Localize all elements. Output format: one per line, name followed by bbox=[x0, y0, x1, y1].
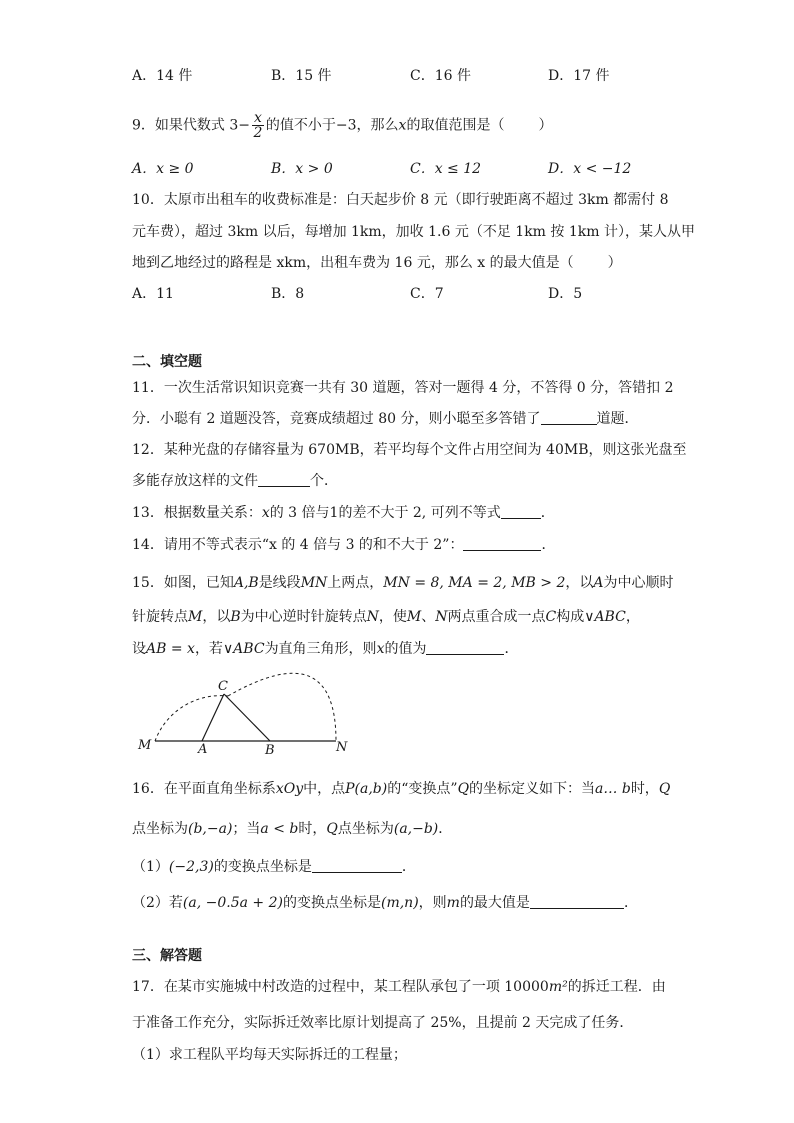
label-b: B bbox=[265, 743, 275, 758]
arc-from-n bbox=[228, 673, 336, 741]
q10-option-a: A．11 bbox=[132, 286, 174, 302]
q12-line-2: 多能存放这样的文件 个． bbox=[132, 473, 338, 489]
q11-answer-blank bbox=[541, 410, 597, 425]
q10-line-3: 地到乙地经过的路程是 xkm，出租车费为 16 元，那么 x 的最大值是（ ） bbox=[132, 255, 622, 271]
label-n: N bbox=[336, 740, 348, 755]
q13-line: 13．根据数量关系：x的 3 倍与1的差不大于 2, 可列不等式 ． bbox=[132, 505, 555, 521]
q17-line-1: 17．在某市实施城中村改造的过程中，某工程队承包了一项 10000m²的拆迁工程．由 bbox=[132, 979, 666, 995]
arc-from-m bbox=[155, 696, 228, 741]
q15-line-1: 15．如图，已知A,B是线段MN上两点，MN = 8, MA = 2, MB > 2，以A为中心顺时 bbox=[132, 575, 674, 591]
q12-line-1: 12．某种光盘的存储容量为 670MB，若平均每个文件占用空间为 40MB，则这张光盘至 bbox=[132, 442, 687, 458]
label-a: A bbox=[198, 742, 208, 757]
q16-sub1-answer-blank bbox=[312, 858, 402, 873]
q9-option-a: A．x ≥ 0 bbox=[132, 161, 194, 177]
q9-option-b: B．x > 0 bbox=[271, 161, 333, 177]
segment-bc bbox=[224, 694, 270, 741]
q16-sub-2: （2）若(a, −0.5a + 2)的变换点坐标是(m,n)，则m的最大值是 ． bbox=[132, 895, 638, 911]
q10-line-1: 10．太原市出租车的收费标准是：白天起步价 8 元（即行驶距离不超过 3km 都需付 8 bbox=[132, 192, 669, 208]
q9-option-d: D．x < −12 bbox=[548, 161, 632, 177]
q16-sub2-answer-blank bbox=[530, 894, 624, 909]
q15-answer-blank bbox=[426, 640, 504, 655]
q10-line-2: 元车费），超过 3km 以后，每增加 1km，加收 1.6 元（不足 1km 按 1km 计），某人从甲 bbox=[132, 224, 695, 240]
segment-ac bbox=[202, 694, 224, 741]
q8-option-d: D．17 件 bbox=[548, 68, 610, 84]
q8-option-a: A．14 件 bbox=[132, 68, 193, 84]
q10-option-d: D．5 bbox=[548, 286, 583, 302]
q15-figure bbox=[130, 672, 360, 760]
q15-line-3: 设AB = x，若∨ABC为直角三角形，则x的值为 ． bbox=[132, 641, 519, 657]
section-2-title: 二、填空题 bbox=[132, 354, 202, 370]
q8-option-b: B．15 件 bbox=[271, 68, 332, 84]
q16-line-1: 16．在平面直角坐标系xOy中，点P(a,b)的“变换点”Q的坐标定义如下：当a… b时，Q bbox=[132, 781, 671, 797]
q11-line-1: 11．一次生活常识知识竞赛一共有 30 道题，答对一题得 4 分，不答得 0 分，答错扣 2 bbox=[132, 380, 674, 396]
q11-line-2: 分．小聪有 2 道题没答，竞赛成绩超过 80 分，则小聪至多答错了 道题． bbox=[132, 411, 639, 427]
label-m: M bbox=[138, 738, 152, 753]
q12-answer-blank bbox=[258, 472, 310, 487]
q8-option-c: C．16 件 bbox=[410, 68, 471, 84]
q17-sub-1: （1）求工程队平均每天实际拆迁的工程量； bbox=[132, 1047, 407, 1063]
section-3-title: 三、解答题 bbox=[132, 948, 202, 964]
q10-option-b: B．8 bbox=[271, 286, 305, 302]
q15-line-2: 针旋转点M，以B为中心逆时针旋转点N，使M、N两点重合成一点C构成∨ABC， bbox=[132, 609, 640, 625]
q9-option-c: C．x ≤ 12 bbox=[410, 161, 482, 177]
q14-answer-blank bbox=[463, 536, 541, 551]
label-c: C bbox=[218, 679, 228, 694]
q16-sub-1: （1）(−2,3)的变换点坐标是 ． bbox=[132, 859, 416, 875]
q9-stem: 9．如果代数式 3− $\frac{x}{2}$ 的值不小于−3，那么x的取值范围是（ ） bbox=[132, 110, 553, 141]
q10-option-c: C．7 bbox=[410, 286, 444, 302]
q14-line: 14．请用不等式表示“x 的 4 倍与 3 的和不大于 2”： ． bbox=[132, 537, 556, 553]
q17-line-2: 于准备工作充分，实际拆迁效率比原计划提高了 25%，且提前 2 天完成了任务． bbox=[132, 1015, 634, 1031]
q16-line-2: 点坐标为(b,−a)；当a < b时，Q点坐标为(a,−b)． bbox=[132, 821, 453, 837]
q13-answer-blank bbox=[501, 504, 541, 519]
q9-fraction: $\frac{x}{2}$ bbox=[253, 110, 263, 141]
